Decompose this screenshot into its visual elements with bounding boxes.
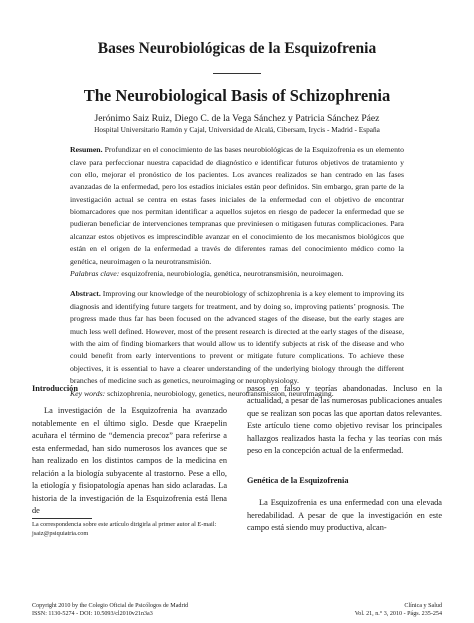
footer-left xyxy=(32,602,188,618)
key-words-label: Key words: xyxy=(70,388,106,398)
right-column xyxy=(247,383,442,534)
resumen-label: Resumen. xyxy=(70,145,103,155)
volume-pages: Vol. 21, n.° 3, 2010 - Págs. 235-254 xyxy=(354,611,442,618)
footer-right xyxy=(355,602,442,618)
page-footer xyxy=(32,602,442,618)
footnote: La correspondencia sobre este artículo dirigirla al primer autor al E-mail: jsaiz@psiquiatria.com xyxy=(32,521,217,537)
abstract-label: Abstract. xyxy=(70,289,101,299)
footnote-divider xyxy=(32,518,92,519)
title-divider xyxy=(213,73,261,74)
resumen-block xyxy=(70,144,404,268)
authors: Jerónimo Saiz Ruiz, Diego C. de la Vega Sánchez y Patricia Sánchez Páez xyxy=(94,113,380,125)
section-heading-genetica: Genética de la Esquizofrenia xyxy=(247,475,349,485)
title-spanish: Bases Neurobiológicas de la Esquizofrenia xyxy=(97,40,377,57)
palabras-clave xyxy=(70,268,404,280)
copyright-line: Copyright 2010 by the Colegio Oficial de Psicólogos de Madrid xyxy=(32,603,189,609)
intro-paragraph: La investigación de la Esquizofrenia ha avanzado notablemente en el último siglo. Desde que Kraepelin acuñara el término de “demencia precoz” para referirse a esta enfermedad, han sido numerosos los avances que se han realizado en los distintos campos de la medicina en relación a la biología subyacente al trastorno. Pese a ello, la etiología y fisiopatología apenas han sido aclaradas. La historia de la investigación de la Esquizofrenia está llena de xyxy=(32,406,227,515)
journal-name: Clínica y Salud xyxy=(404,603,442,609)
body-columns xyxy=(32,383,442,534)
key-words-text: schizophrenia, neurobiology, genetics, neurotransmission, neuroimaging. xyxy=(107,388,334,398)
abstract-block xyxy=(70,288,404,387)
left-column xyxy=(32,383,227,534)
title-english: The Neurobiological Basis of Schizophrenia xyxy=(83,85,391,105)
palabras-clave-text: esquizofrenia, neurobiología, genética, neurotransmisión, neuroimagen. xyxy=(121,269,344,279)
affiliation: Hospital Universitario Ramón y Cajal, Universidad de Alcalá, Cibersam, Irycis - Madrid - España xyxy=(94,125,380,135)
section-heading-introduccion: Introducción xyxy=(32,384,78,393)
resumen-text: Profundizar en el conocimiento de las bases neurobiológicas de la Esquizofrenia es un elemento clave para perfeccionar nuestra capacidad de diagnóstico e identificar futuros objetivos de tratamiento y con ello, mejorar el pronóstico de los pacientes. Los avances realizados se han centrado en las fases avanzadas de la enfermedad, pero los estadíos iniciales están peor definidos. Sin embargo, gran parte de la investigación actual se centra en estas fases iniciales de la enfermedad con el objetivo de encontrar biomarcadores que nos permitan identificar a aquellos sujetos en riesgo de padecer la enfermedad que se pudieran beneficiar de intervenciones tempranas que previniesen o mitigasen futuras complicaciones. Para alcanzar estos objetivos es imprescindible avanzar en el conocimiento de los mecanismos biológicos que están en el origen de la enfermedad a través de diferentes ramas del conocimiento médico como la genética, neuroimagen o la neurotransmisión. xyxy=(70,145,404,266)
intro-paragraph-continued: pasos en falso y teorías abandonadas. Incluso en la actualidad, a pesar de las numerosas publicaciones anuales que se realizan son pocas las que aportan datos relevantes. Este artículo tiene como objetivo revisar los principales hallazgos realizados hasta la fecha y las teorías con más peso en la concepción actual de la enfermedad. xyxy=(247,384,442,456)
genetica-paragraph: La Esquizofrenia es una enfermedad con una elevada heredabilidad. A pesar de que la investigación en este campo está siendo muy productiva, alcan- xyxy=(247,498,442,532)
abstract-text: Improving our knowledge of the neurobiology of schizophrenia is a key element to improving its diagnosis and identifying future targets for treatment, and by doing so, improving patients’ prognosis. The progress made thus far has been focused on the advanced stages of the disease, but the early stages are much less well defined. However, most of the present research is directed at the early stages of the disease, with the aim of finding biomarkers that would allow us to identify subjects at risk of the disease and who could benefit from early interventions to prevent or mitigate future complications. To achieve these objectives, it is essential to have a clearer understanding of the underlying biology through the different branches of medicine such as genetics, neuroimaging or neurophysiology. xyxy=(70,289,404,386)
palabras-clave-label: Palabras clave: xyxy=(70,269,120,279)
issn-doi-line: ISSN: 1130-5274 - DOI: 10.5093/cl2010v21n3a3 xyxy=(32,611,153,618)
